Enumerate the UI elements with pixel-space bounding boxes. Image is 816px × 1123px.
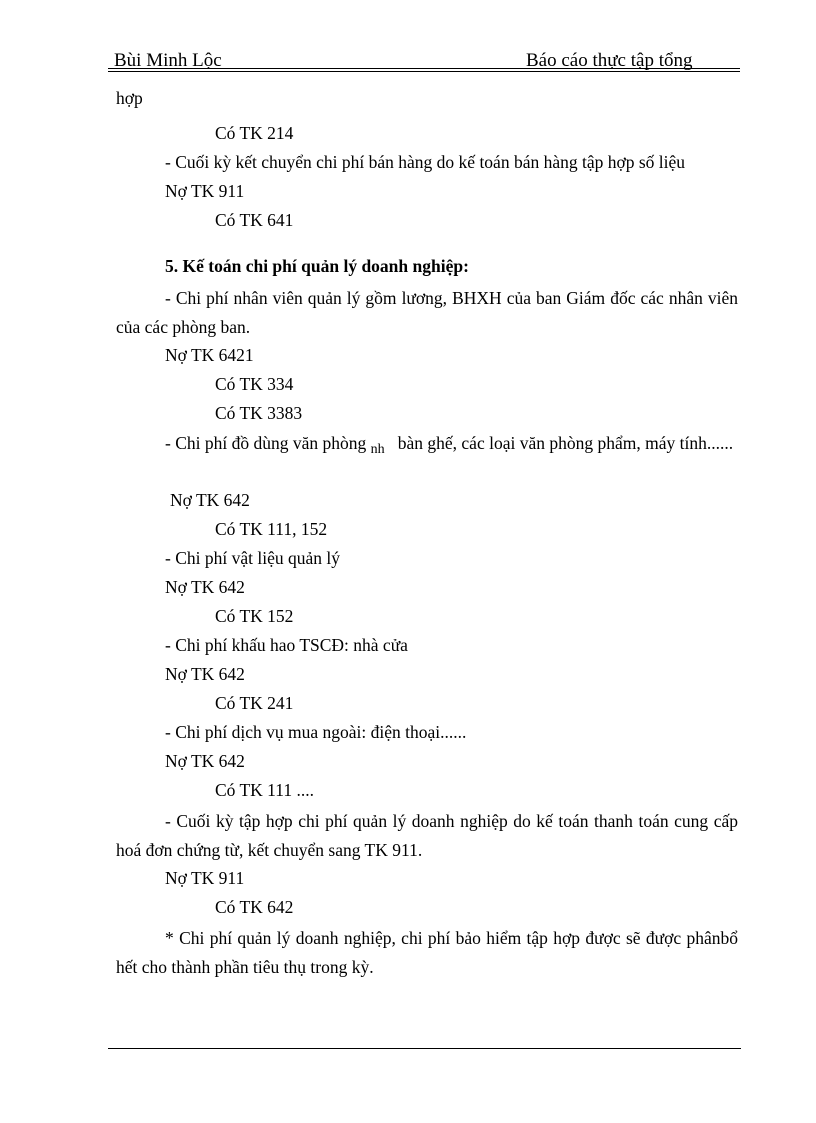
text-line: hợp — [116, 88, 143, 108]
text-line: Có TK 334 — [215, 374, 294, 394]
text-line: Có TK 642 — [215, 897, 294, 917]
text-line: - Chi phí khấu hao TSCĐ: nhà cửa — [165, 635, 408, 655]
header-rule-top — [108, 68, 740, 69]
text-line: Nợ TK 911 — [165, 181, 245, 201]
text-line: - Chi phí vật liệu quản lý — [165, 548, 340, 568]
header-report-title: Báo cáo thực tập tổng — [526, 50, 693, 71]
paragraph: - Chi phí nhân viên quản lý gồm lương, BHXH của ban Giám đốc các nhân viên của các phòng ban. — [116, 288, 738, 337]
text-line: - Cuối kỳ kết chuyển chi phí bán hàng do kế toán bán hàng tập hợp số liệu — [165, 152, 686, 172]
footer-rule — [108, 1048, 741, 1049]
text-line: Nợ TK 911 — [165, 868, 245, 888]
text-line: Nợ TK 6421 — [165, 345, 254, 365]
text-line: - Chi phí dịch vụ mua ngoài: điện thoại...... — [165, 722, 467, 742]
text-line: Nợ TK 642 — [165, 664, 245, 684]
paragraph: - Chi phí đồ dùng văn phòng $_{nh}$ bàn ghế, các loại văn phòng phẩm, máy tính...... — [165, 433, 734, 457]
text-line: Có TK 641 — [215, 210, 294, 230]
paragraph: * Chi phí quản lý doanh nghiệp, chi phí bảo hiểm tập hợp được sẽ được phânbổ hết cho thành phần tiêu thụ trong kỳ. — [116, 928, 738, 977]
text-line: Nợ TK 642 — [170, 490, 250, 510]
header-rule-bottom — [108, 71, 740, 72]
header-author: Bùi Minh Lộc — [114, 50, 222, 71]
text-line: Có TK 111, 152 — [215, 519, 328, 539]
text-line: Có TK 214 — [215, 123, 294, 143]
text-line: Có TK 241 — [215, 693, 294, 713]
text-line: Có TK 111 .... — [215, 780, 315, 800]
text-line: Có TK 152 — [215, 606, 294, 626]
paragraph: - Cuối kỳ tập hợp chi phí quản lý doanh nghiệp do kế toán thanh toán cung cấp hoá đơn chứng từ, kết chuyển sang TK 911. — [116, 811, 738, 860]
text-line: Có TK 3383 — [215, 403, 303, 423]
text-line: Nợ TK 642 — [165, 577, 245, 597]
text-line: Nợ TK 642 — [165, 751, 245, 771]
section-heading: 5. Kế toán chi phí quản lý doanh nghiệp: — [165, 256, 469, 276]
